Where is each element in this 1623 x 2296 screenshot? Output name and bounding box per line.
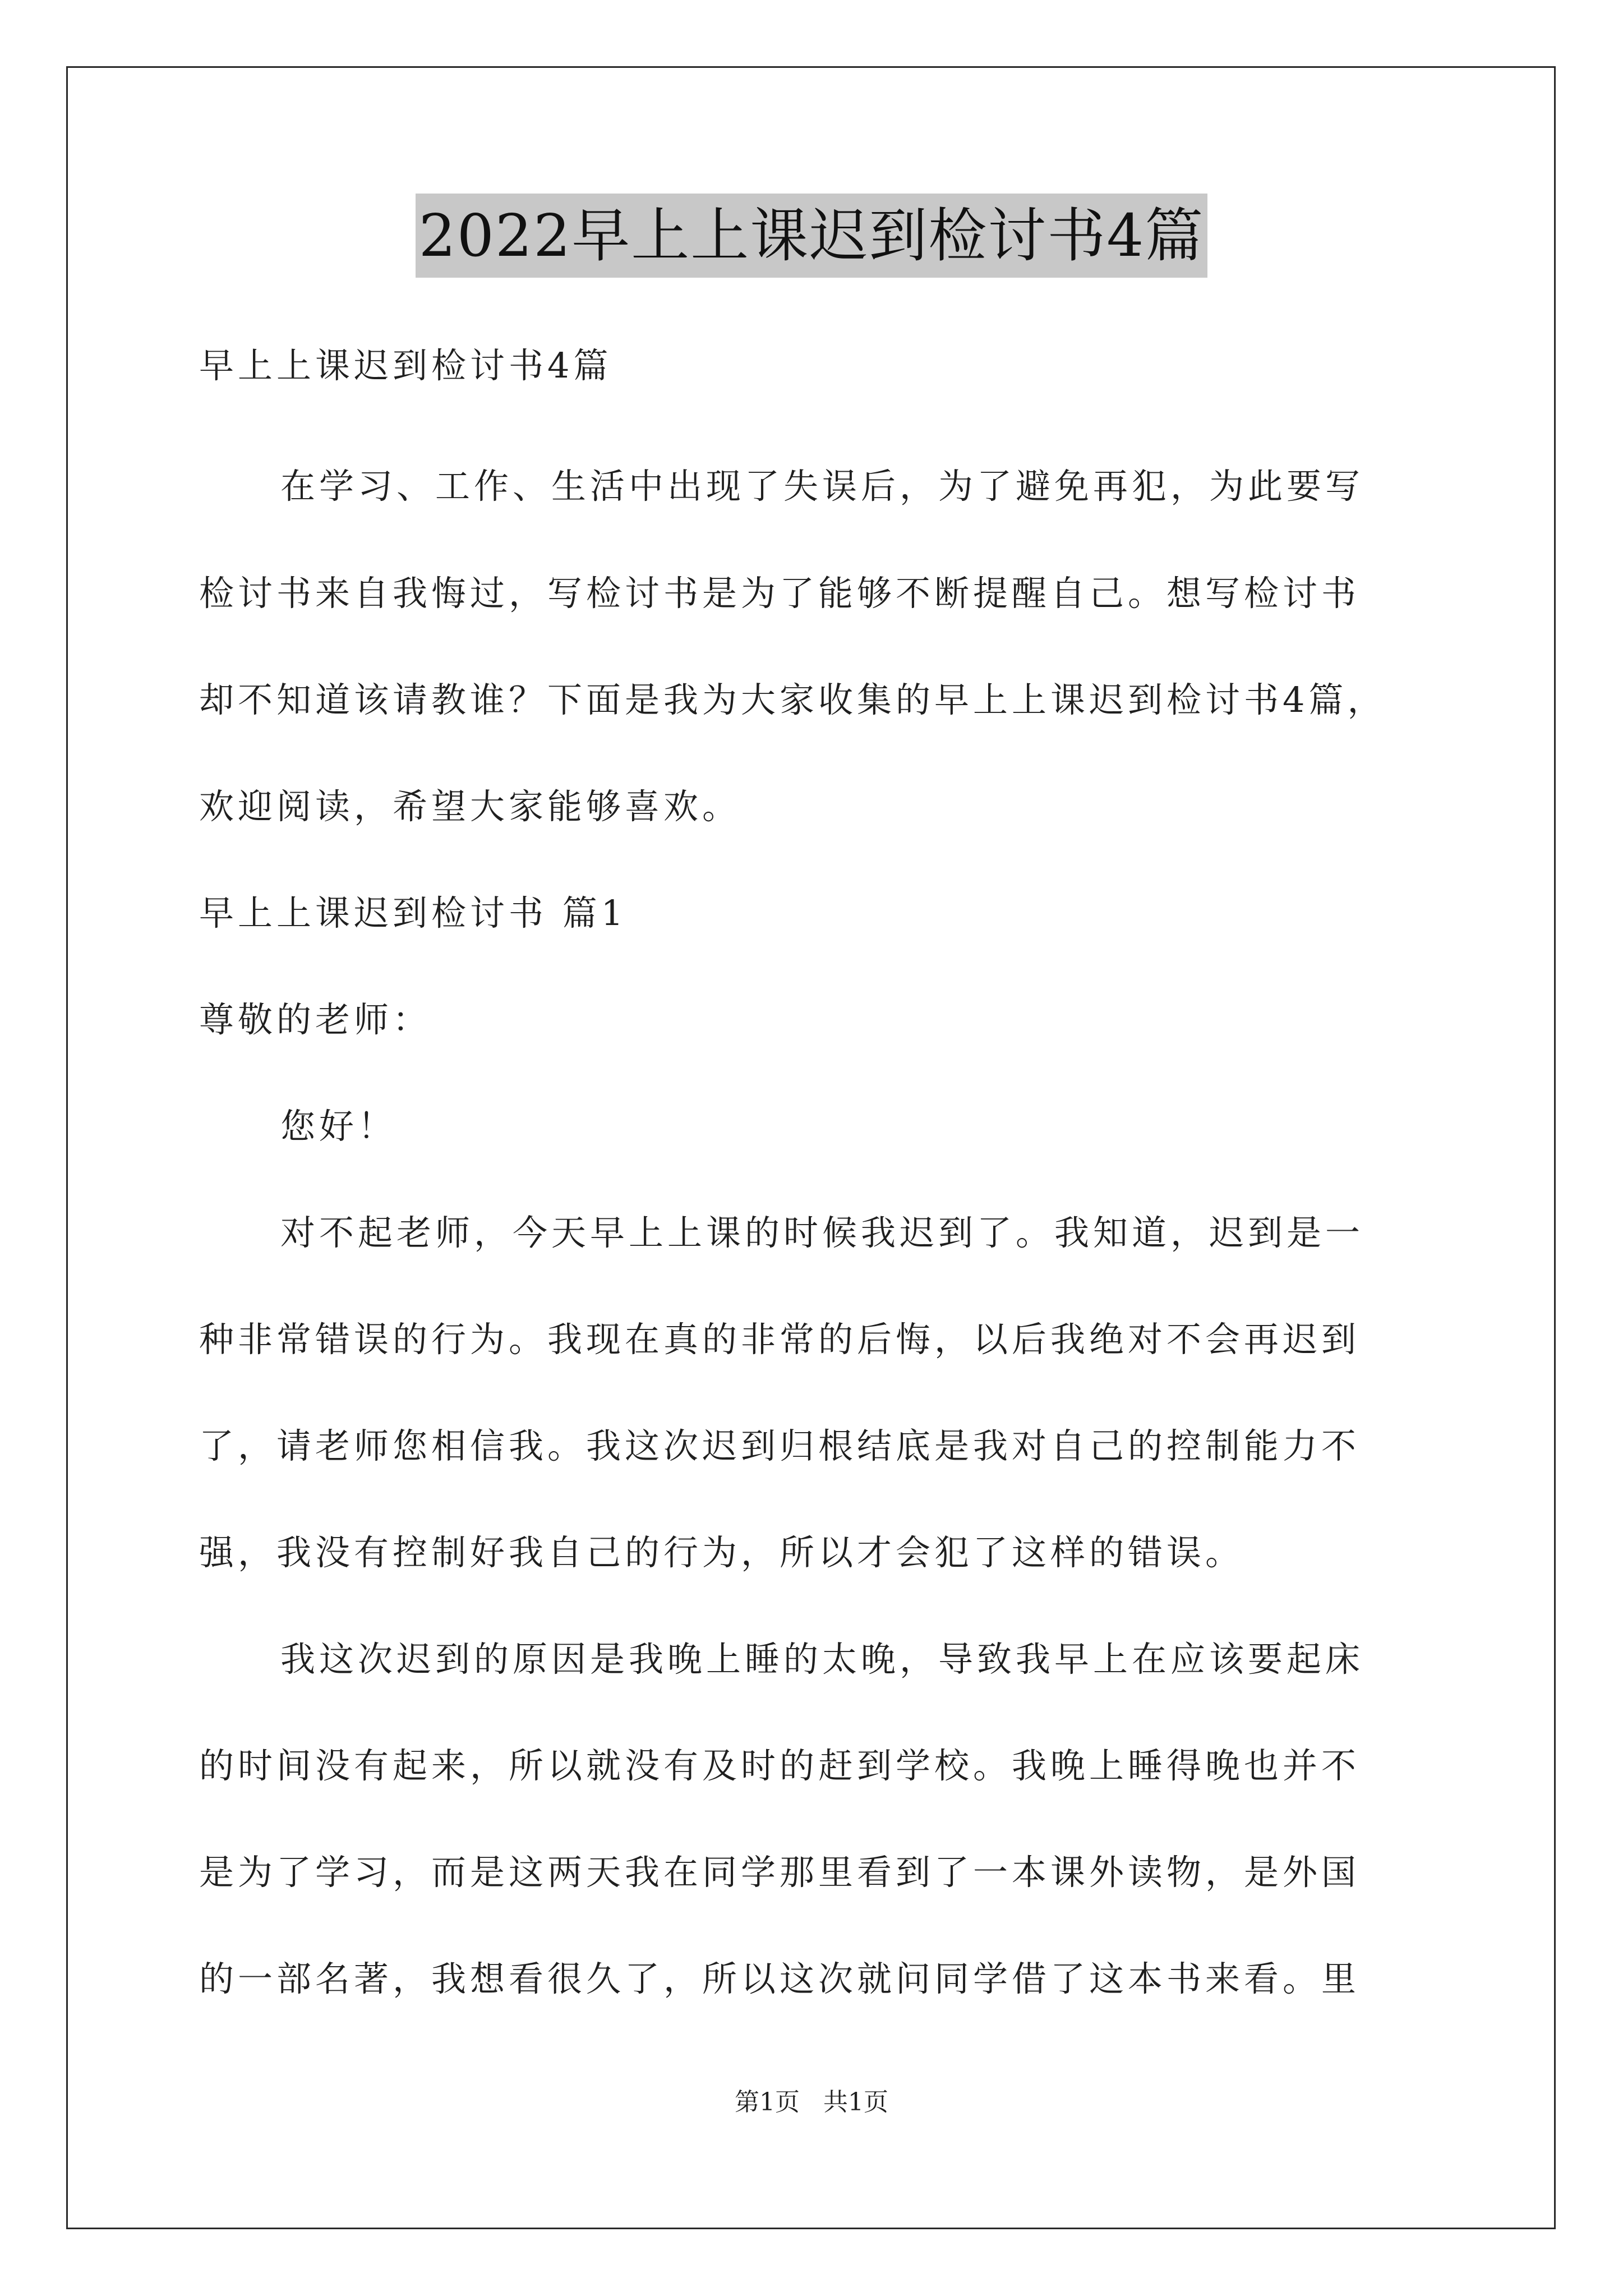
paragraph-1-line-3: 了，请老师您相信我。我这次迟到归根结底是我对自己的控制能力不: [199, 1425, 1361, 1466]
intro-paragraph-line-3: 却不知道该请教谁？下面是我为大家收集的早上上课迟到检讨书4篇，: [199, 679, 1386, 720]
paragraph-2-line-3: 是为了学习，而是这两天我在同学那里看到了一本课外读物，是外国: [199, 1852, 1361, 1893]
paragraph-2-line-2: 的时间没有起来，所以就没有及时的赶到学校。我晚上睡得晚也并不: [199, 1745, 1361, 1786]
page-number: 第1页: [735, 2088, 800, 2116]
paragraph-2-line-1: 我这次迟到的原因是我晚上睡的太晚，导致我早上在应该要起床: [280, 1639, 1364, 1680]
paragraph-1-line-1: 对不起老师，今天早上上课的时候我迟到了。我知道，迟到是一: [280, 1212, 1364, 1253]
salutation: 尊敬的老师：: [199, 999, 432, 1040]
intro-paragraph-line-4: 欢迎阅读，希望大家能够喜欢。: [199, 786, 741, 827]
subtitle-line: 早上上课迟到检讨书4篇: [199, 345, 612, 386]
paragraph-1-line-2: 种非常错误的行为。我现在真的非常的后悔，以后我绝对不会再迟到: [199, 1319, 1361, 1360]
section-heading: 早上上课迟到检讨书 篇1: [199, 892, 628, 933]
paragraph-1-line-4: 强，我没有控制好我自己的行为，所以才会犯了这样的错误。: [199, 1532, 1244, 1573]
page-footer: [0, 2086, 1623, 2119]
intro-paragraph-line-1: 在学习、工作、生活中出现了失误后，为了避免再犯，为此要写: [280, 466, 1364, 507]
paragraph-2-line-4: 的一部名著，我想看很久了，所以这次就问同学借了这本书来看。里: [199, 1958, 1361, 1999]
greeting: 您好！: [280, 1106, 397, 1147]
document-title: 2022早上上课迟到检讨书4篇: [416, 194, 1208, 278]
page-total: 共1页: [823, 2088, 888, 2116]
title-container: [0, 194, 1623, 278]
intro-paragraph-line-2: 检讨书来自我悔过，写检讨书是为了能够不断提醒自己。想写检讨书: [199, 573, 1361, 614]
